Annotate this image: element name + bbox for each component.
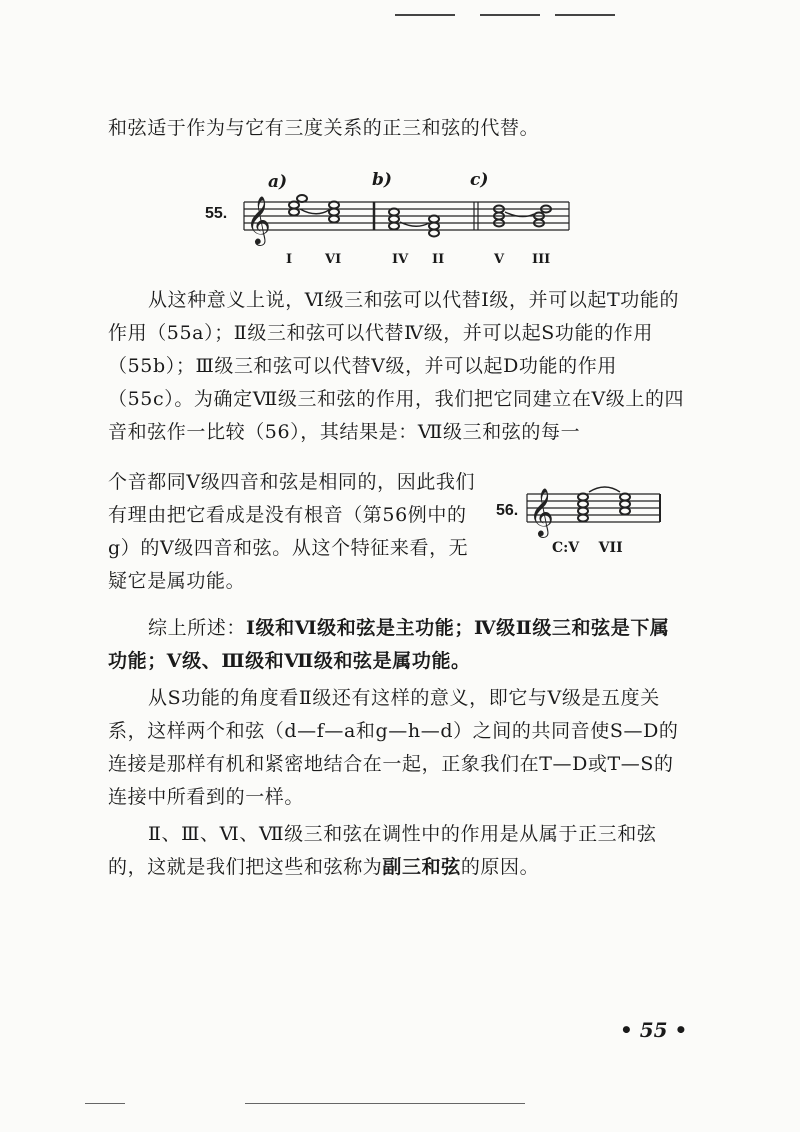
roman-I: I <box>286 252 293 267</box>
paragraph-2 <box>108 612 688 678</box>
example-55-staff <box>234 190 574 250</box>
treble-clef-icon-56: 𝄞 <box>529 487 554 536</box>
example-55-sub-a: a) <box>268 172 288 192</box>
top-rule-3 <box>555 14 615 16</box>
paragraph-4 <box>108 818 688 884</box>
roman-VI: VI <box>325 252 342 267</box>
paragraph-4-text <box>108 818 688 884</box>
top-rule-2 <box>480 14 540 16</box>
paragraph-3 <box>108 682 688 814</box>
roman-IV: IV <box>392 252 409 267</box>
bottom-rule-1 <box>85 1103 125 1104</box>
paragraph-4-b: 的原因。 <box>460 856 540 878</box>
intro-line <box>108 112 688 145</box>
paragraph-4-bold: 副三和弦 <box>382 856 461 878</box>
paragraph-1-wrap <box>108 466 486 598</box>
top-rule-1 <box>395 14 455 16</box>
paragraph-4-a: Ⅱ、Ⅲ、Ⅵ、Ⅶ级三和弦在调性中的作用是从属于正三和弦的，这就是我们把这些和弦称为 <box>108 823 657 878</box>
paragraph-1-text: 从这种意义上说，Ⅵ级三和弦可以代替Ⅰ级，并可以起T功能的作用（55a）；Ⅱ级三和弦可以代替Ⅳ级，并可以起S功能的作用（55b）；Ⅲ级三和弦可以代替Ⅴ级，并可以起D功能的作用（55c）。为确定Ⅶ级三和弦的作用，我们把它同建立在Ⅴ级上的四音和弦作一比较（56），其结果是：Ⅶ级三和弦的每一 <box>108 289 685 443</box>
roman-II: II <box>432 252 445 267</box>
paragraph-1 <box>108 284 688 449</box>
example-56-chord-labels: C:V VII <box>552 540 623 556</box>
roman-V: V <box>494 252 505 267</box>
intro-text: 和弦适于作为与它有三度关系的正三和弦的代替。 <box>108 117 540 139</box>
example-56-label: 56. <box>496 502 519 519</box>
example-55-label: 55. <box>205 205 228 222</box>
paragraph-2-lead: 综上所述： <box>148 617 247 639</box>
example-56-staff <box>525 482 665 538</box>
treble-clef-icon: 𝄞 <box>246 195 271 244</box>
paragraph-2-text <box>108 612 688 678</box>
paragraph-1-wrap-text: 个音都同Ⅴ级四音和弦是相同的，因此我们有理由把它看成是没有根音（第56例中的g）的Ⅴ级四音和弦。从这个特征来看，无疑它是属功能。 <box>108 471 476 592</box>
example-55-sub-b: b) <box>372 170 392 190</box>
page-number: • 55 • <box>620 1018 688 1042</box>
bottom-rule-2 <box>245 1103 525 1104</box>
paragraph-3-text: 从S功能的角度看Ⅱ级还有这样的意义，即它与Ⅴ级是五度关系，这样两个和弦（d—f—a和g—h—d）之间的共同音使S—D的连接是那样有机和紧密地结合在一起，正象我们在T—D或T—S的连接中所看到的一样。 <box>108 687 679 808</box>
example-55-sub-c: c) <box>470 170 489 190</box>
roman-III: III <box>532 252 551 267</box>
paragraph-2-bold: Ⅰ级和Ⅵ级和弦是主功能；Ⅳ级Ⅱ级三和弦是下属功能；Ⅴ级、Ⅲ级和Ⅶ级和弦是属功能。 <box>108 617 670 672</box>
